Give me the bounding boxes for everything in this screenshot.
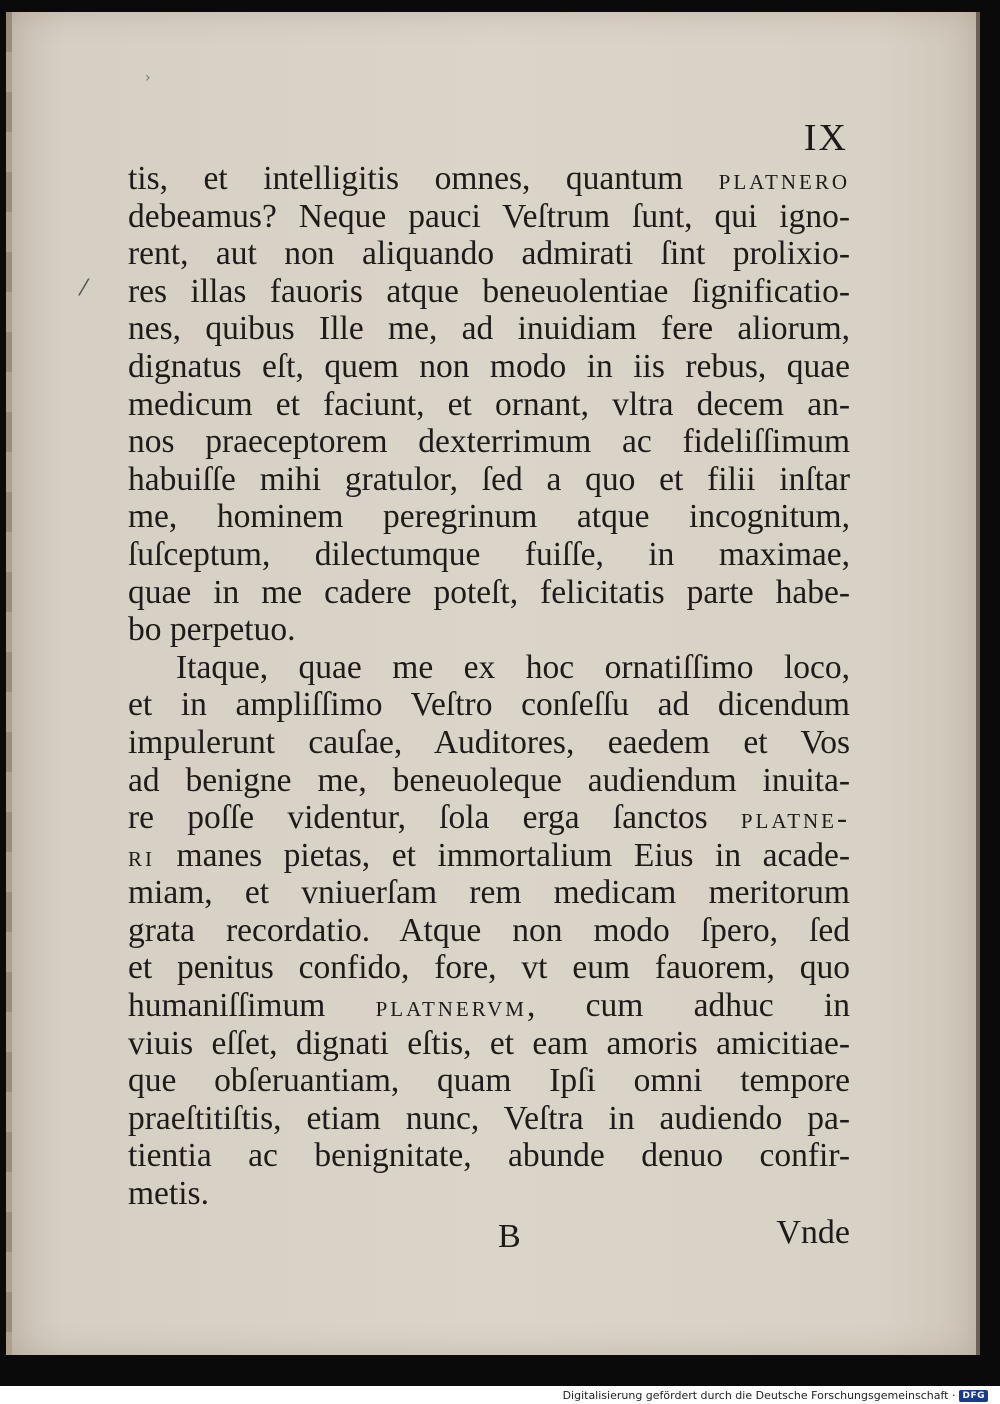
text-line: [128, 461, 850, 499]
text-segment: dignatus eſt, quem non modo in iis rebus, quae: [128, 347, 850, 385]
text-line: [128, 273, 850, 311]
text-line: [128, 1025, 850, 1063]
text-line: [128, 649, 850, 687]
text-segment: ſuſceptum, dilectumque fuiſſe, in maximae,: [128, 535, 850, 573]
text-line: [128, 724, 850, 762]
text-segment: habuiſſe mihi gratulor, ſed a quo et filii inſtar: [128, 460, 850, 498]
signature-mark: B: [498, 1218, 521, 1255]
text-line: [128, 160, 850, 198]
text-segment: nes, quibus Ille me, ad inuidiam fere aliorum,: [128, 310, 850, 348]
text-line: [128, 386, 850, 424]
small-caps-name: platnero: [718, 163, 850, 196]
page-binding-edge: [6, 12, 12, 1355]
text-segment: , cum adhuc in: [526, 987, 850, 1025]
text-line: [128, 1175, 850, 1213]
text-segment: humaniſſimum: [128, 987, 376, 1025]
text-segment: et penitus confido, fore, vt eum fauorem, quo: [128, 949, 850, 987]
text-line: [128, 686, 850, 724]
text-line: [128, 837, 850, 875]
text-line: [128, 874, 850, 912]
text-segment: ad benigne me, beneuoleque audiendum inuita-: [128, 761, 850, 799]
text-line: [128, 536, 850, 574]
page-right-edge: [976, 12, 980, 1355]
text-line: [128, 1137, 850, 1175]
text-line: [128, 987, 850, 1025]
text-line: [128, 498, 850, 536]
text-line: [128, 574, 850, 612]
digitization-credit: [563, 1389, 988, 1402]
page-number: IX: [803, 117, 848, 159]
text-segment: Itaque, quae me ex hoc ornatiſſimo loco,: [176, 648, 850, 686]
text-line: [128, 423, 850, 461]
text-segment: manes pietas, et immortalium Eius in acade-: [155, 836, 850, 874]
text-segment: quae in me cadere poteſt, felicitatis parte habe-: [128, 573, 850, 611]
text-segment: miam, et vniuerſam rem medicam meritorum: [128, 874, 850, 912]
small-caps-name: ri: [128, 839, 155, 873]
catchword: Vnde: [776, 1214, 850, 1251]
small-caps-name: platnervm: [375, 990, 527, 1024]
text-line: [128, 198, 850, 236]
text-segment: que obſeruantiam, quam Ipſi omni tempore: [128, 1062, 850, 1100]
text-line: [128, 1062, 850, 1100]
text-segment: viuis eſſet, dignati eſtis, et eam amoris amicitiae-: [128, 1024, 850, 1062]
text-segment: praeſtitiſtis, etiam nunc, Veſtra in audiendo pa-: [128, 1099, 850, 1137]
text-segment: metis.: [128, 1175, 209, 1213]
text-line: [128, 762, 850, 800]
text-line: [128, 912, 850, 950]
text-segment: tis, et intelligitis omnes, quantum: [128, 160, 719, 197]
text-segment: me, hominem peregrinum atque incognitum,: [128, 498, 850, 536]
text-segment: re poſſe videntur, ſola erga ſanctos: [128, 799, 741, 837]
text-segment: medicum et faciunt, et ornant, vltra decem an-: [128, 385, 850, 423]
margin-tick-mark: ›: [145, 70, 151, 86]
text-line: [128, 949, 850, 987]
body-text: [128, 160, 850, 1213]
text-line: [128, 611, 850, 649]
text-segment: grata recordatio. Atque non modo ſpero, ſed: [128, 911, 850, 949]
text-segment: impulerunt cauſae, Auditores, eaedem et Vos: [128, 723, 850, 761]
text-segment: nos praeceptorem dexterrimum ac fideliſſimum: [128, 423, 850, 461]
text-line: [128, 235, 850, 273]
text-line: [128, 1100, 850, 1138]
text-segment: tientia ac benignitate, abunde denuo confir-: [128, 1137, 850, 1175]
text-segment: bo perpetuo.: [128, 611, 296, 649]
dfg-logo-icon: DFG: [959, 1390, 988, 1402]
small-caps-name: platne-: [740, 802, 850, 836]
text-segment: et in ampliſſimo Veſtro conſeſſu ad dicendum: [128, 686, 850, 724]
text-segment: rent, aut non aliquando admirati ſint prolixio-: [128, 235, 850, 273]
credit-text: Digitalisierung gefördert durch die Deutsche Forschungsgemeinschaft ·: [562, 1389, 956, 1402]
text-line: [128, 310, 850, 348]
text-line: [128, 348, 850, 386]
text-line: [128, 799, 850, 837]
text-segment: debeamus? Neque pauci Veſtrum ſunt, qui igno-: [128, 197, 850, 235]
margin-annotation-mark: ⁄: [82, 276, 86, 301]
text-segment: res illas fauoris atque beneuolentiae ſignificatio-: [128, 272, 850, 310]
